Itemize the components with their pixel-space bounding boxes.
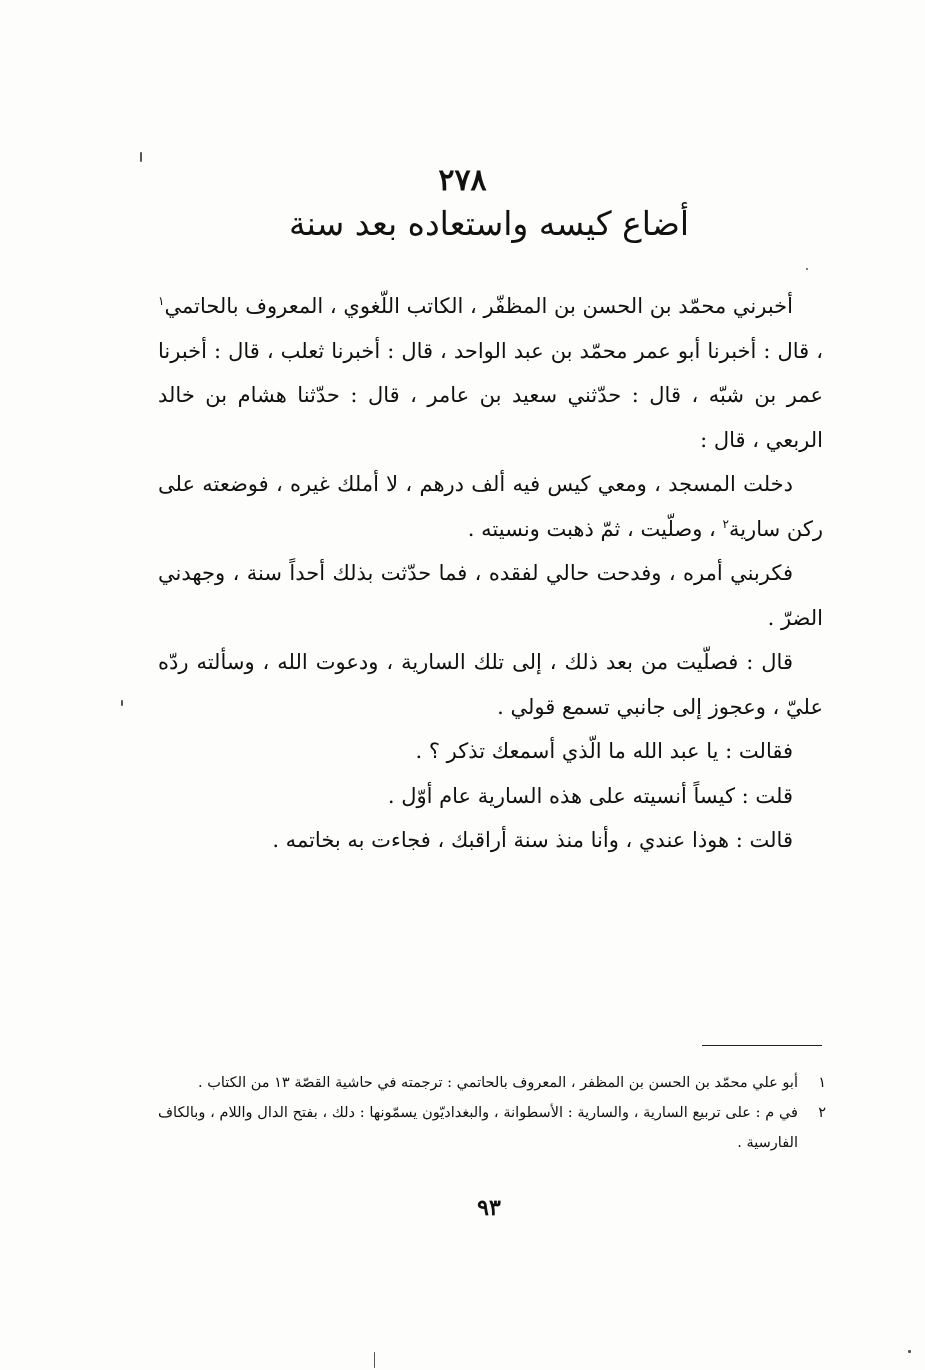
footnote-divider (702, 1045, 822, 1046)
story-title: أضاع كيسه واستعاده بعد سنة (288, 204, 690, 243)
paragraph-text: ، وصلّيت ، ثمّ ذهبت ونسيته . (467, 516, 723, 541)
paragraph-text: قال : فصلّيت من بعد ذلك ، إلى تلك السارية ، ودعوت الله ، وسألته ردّه عليّ ، وعجوز إلى جانبي تسمع قولي . (158, 650, 823, 719)
story-number: ٢٧٨ (438, 163, 487, 198)
story-body (158, 284, 823, 863)
footnote-ref: ٢ (722, 516, 729, 531)
scan-speck (374, 1352, 375, 1368)
page-number: ٩٣ (477, 1195, 501, 1221)
footnote (158, 1068, 826, 1098)
footnote-text: في م : على تربيع السارية ، والسارية : الأسطوانة ، والبغداديّون يسمّونها : دلك ، بفتح الدال واللام ، وبالكاف الفارسية . (158, 1105, 798, 1151)
scan-speck (140, 152, 142, 162)
scan-speck (121, 700, 123, 706)
paragraph (158, 462, 823, 551)
footnote-number: ٢ (818, 1105, 826, 1121)
paragraph (158, 818, 823, 863)
paragraph-text: دخلت المسجد ، ومعي كيس فيه ألف درهم ، لا أملك غيره ، فوضعته على ركن سارية (158, 472, 823, 541)
scan-speck (806, 268, 808, 270)
paragraph-text: قالت : هوذا عندي ، وأنا منذ سنة أراقبك ، فجاءت به بخاتمه . (272, 828, 793, 852)
paragraph-text: ، قال : أخبرنا أبو عمر محمّد بن عبد الواحد ، قال : أخبرنا ثعلب ، قال : أخبرنا عمر بن شبّه ، قال : حدّثني سعيد بن عامر ، قال : حدّثنا هشام بن خالد الربعي ، قال : (158, 338, 823, 452)
paragraph-text: فقالت : يا عبد الله ما الّذي أسمعك تذكر ؟ . (415, 739, 793, 763)
footnote-ref: ١ (158, 294, 165, 308)
footnote-number: ١ (818, 1075, 826, 1091)
footnotes (158, 1068, 826, 1158)
paragraph (158, 774, 823, 819)
footnote-text: أبو علي محمّد بن الحسن بن المظفر ، المعروف بالحاتمي : ترجمته في حاشية القصّة ١٣ من الكتاب . (198, 1075, 798, 1091)
paragraph-text: قلت : كيساً أنسيته على هذه السارية عام أوّل . (387, 783, 793, 808)
paragraph (158, 551, 823, 640)
paragraph (158, 729, 823, 774)
footnote (158, 1098, 826, 1158)
paragraph (158, 284, 823, 462)
paragraph (158, 640, 823, 729)
scan-speck (908, 1350, 911, 1353)
paragraph-text: أخبرني محمّد بن الحسن بن المظفّر ، الكاتب اللّغوي ، المعروف بالحاتمي (164, 294, 793, 318)
paragraph-text: فكربني أمره ، وفدحت حالي لفقده ، فما حدّثت بذلك أحداً سنة ، وجهدني الضرّ . (158, 561, 823, 630)
